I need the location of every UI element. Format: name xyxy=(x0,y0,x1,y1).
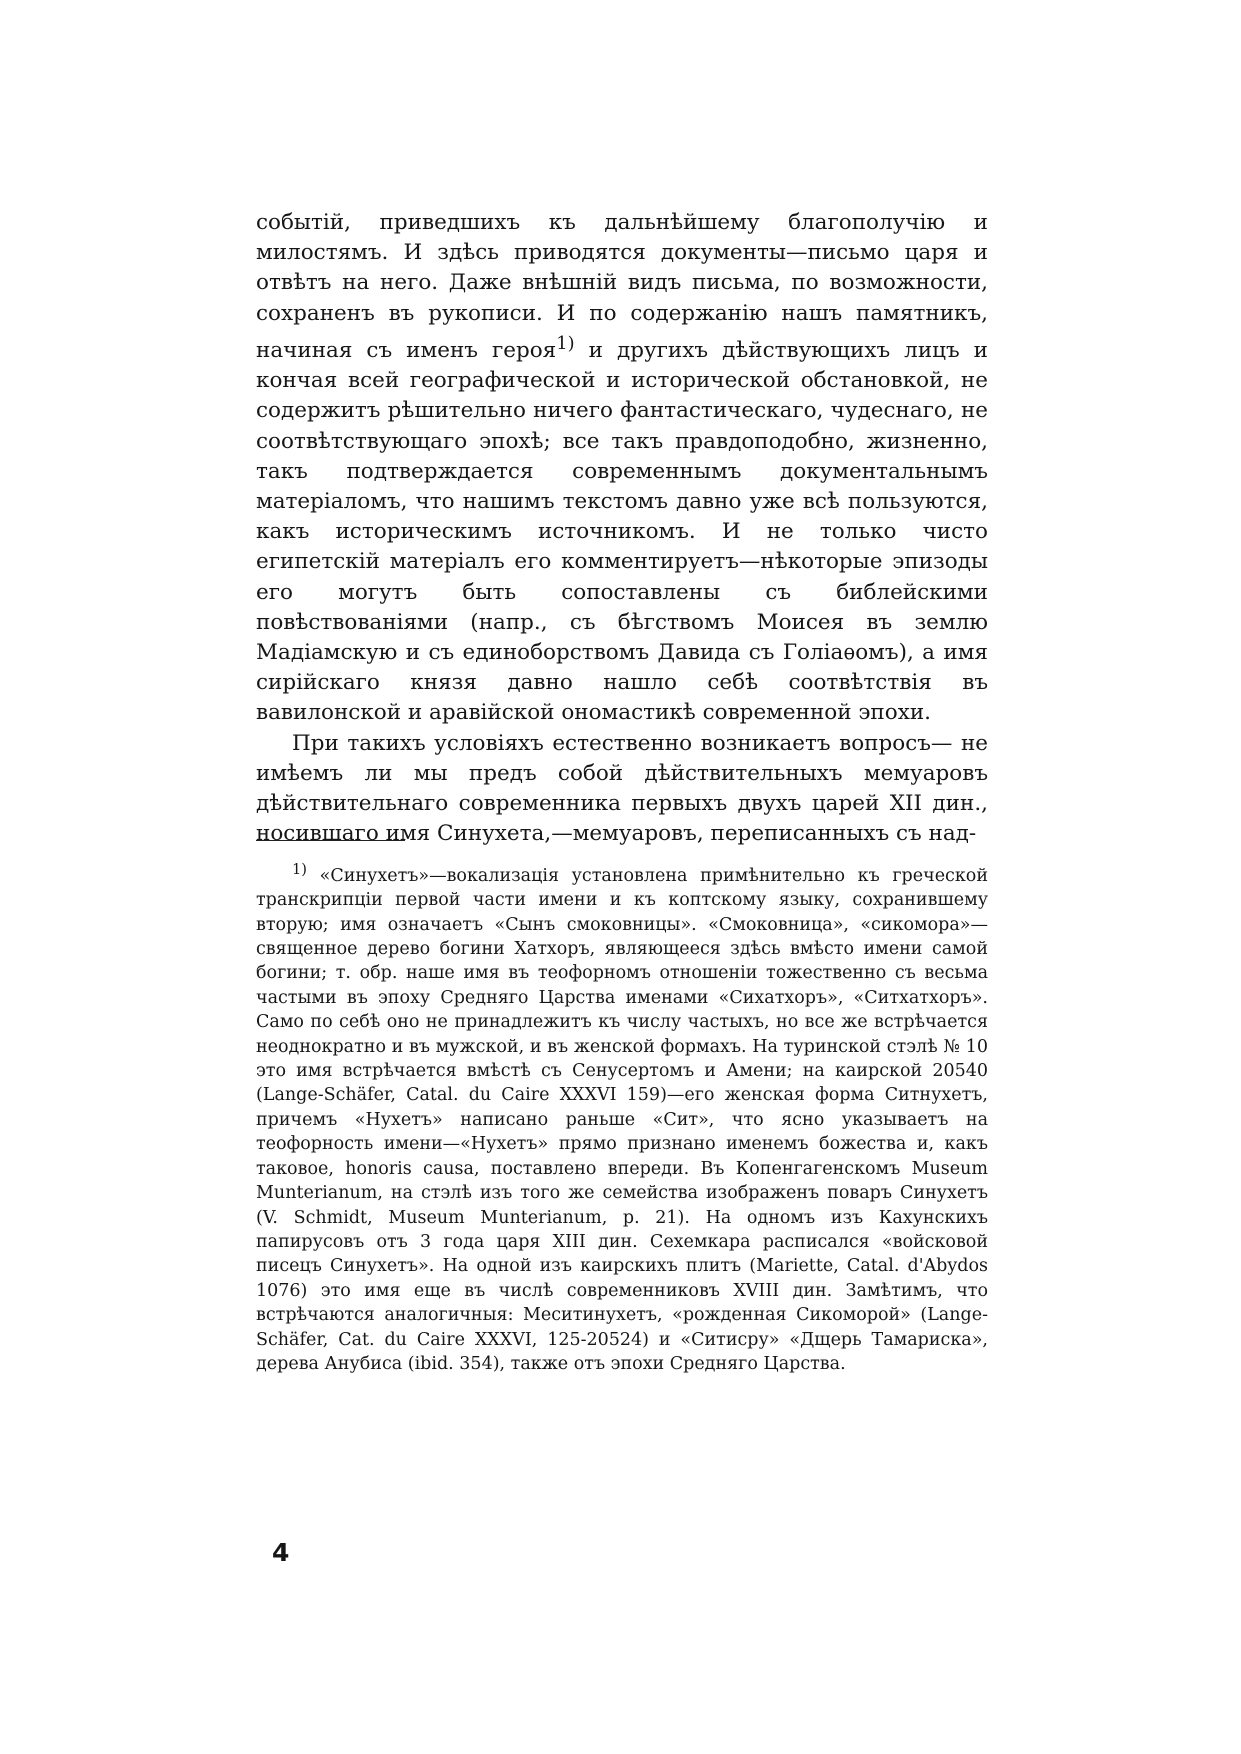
footnote-separator xyxy=(256,840,405,841)
page-number: 4 xyxy=(272,1538,290,1567)
paragraph-text: и другихъ дѣйствующихъ лицъ и кончая всей географической и исторической обстановкой, не содержитъ рѣшительно ничего фантастическаго, чудеснаго, не соотвѣтствующаго эпохѣ; все такъ правдоподобно, жизненно, такъ подтверждается современнымъ документальнымъ матеріаломъ, что нашимъ текстомъ давно уже всѣ пользуются, какъ историческимъ источникомъ. И не только чисто египетскій матеріалъ его комментируетъ—нѣкоторые эпизоды его могутъ быть сопоставлены съ библейскими повѣствованіями (напр., съ бѣгствомъ Моисея въ землю Мадіамскую и съ единоборствомъ Давида съ Голіаѳомъ), а имя сирійскаго князя давно нашло себѣ соотвѣтствія въ вавилонской и аравійской ономастикѣ современной эпохи. xyxy=(256,337,988,726)
paragraph xyxy=(256,208,988,729)
paragraph-text: событій, приведшихъ къ дальнѣйшему благополучію и милостямъ. И здѣсь приводятся документы—письмо царя и отвѣтъ на него. Даже внѣшній видъ письма, по возможности, сохраненъ въ рукописи. И по содержанію нашъ памятникъ, начиная съ именъ героя xyxy=(256,210,988,363)
footnote xyxy=(256,858,988,1376)
footnote-paragraph xyxy=(256,858,988,1376)
main-text xyxy=(256,208,988,849)
footnote-reference: 1) xyxy=(556,332,575,354)
footnote-text: «Синухетъ»—вокализація установлена примѣнительно къ греческой транскрипціи первой части имени и къ коптскому языку, сохранившему вторую; имя означаетъ «Сынъ смоковницы». «Смоковница», «сикомора»—священное дерево богини Хатхоръ, являющееся здѣсь вмѣсто имени самой богини; т. обр. наше имя въ теофорномъ отношеніи тожественно съ весьма частыми въ эпоху Средняго Царства именами «Сихатхоръ», «Ситхатхоръ». Само по себѣ оно не принадлежитъ къ числу частыхъ, но все же встрѣчается неоднократно и въ мужской, и въ женской формахъ. На туринской стэлѣ № 10 это имя встрѣчается вмѣстѣ съ Сенусертомъ и Амени; на каирской 20540 (Lange-Schäfer, Catal. du Caire XXXVI 159)—его женская форма Ситнухетъ, причемъ «Нухетъ» написано раньше «Сит», что ясно указываетъ на теофорность имени—«Нухетъ» прямо признано именемъ божества и, какъ таковое, honoris causa, поставлено впереди. Въ Копенгагенскомъ Museum Munterianum, на стэлѣ изъ того же семейства изображенъ поваръ Синухетъ (V. Schmidt, Museum Munterianum, p. 21). На одномъ изъ Кахунскихъ папирусовъ отъ 3 года царя XIII дин. Сехемкара расписался «войсковой писецъ Синухетъ». На одной изъ каирскихъ плитъ (Mariette, Catal. d'Abydos 1076) это имя еще въ числѣ современниковъ XVIII дин. Замѣтимъ, что встрѣчаются аналогичныя: Меситинухетъ, «рожденная Сикоморой» (Lange-Schäfer, Cat. du Caire XXXVI, 125-20524) и «Ситисру» «Дщерь Тамариска», дерева Анубиса (ibid. 354), также отъ эпохи Средняго Царства. xyxy=(256,865,988,1374)
footnote-marker: 1) xyxy=(292,861,307,878)
paragraph: При такихъ условіяхъ естественно возникаетъ вопросъ— не имѣемъ ли мы предъ собой дѣйствительныхъ мемуаровъ дѣйствительнаго современника первыхъ двухъ царей XII дин., носившаго имя Синухета,—мемуаровъ, переписанныхъ съ над- xyxy=(256,730,988,847)
